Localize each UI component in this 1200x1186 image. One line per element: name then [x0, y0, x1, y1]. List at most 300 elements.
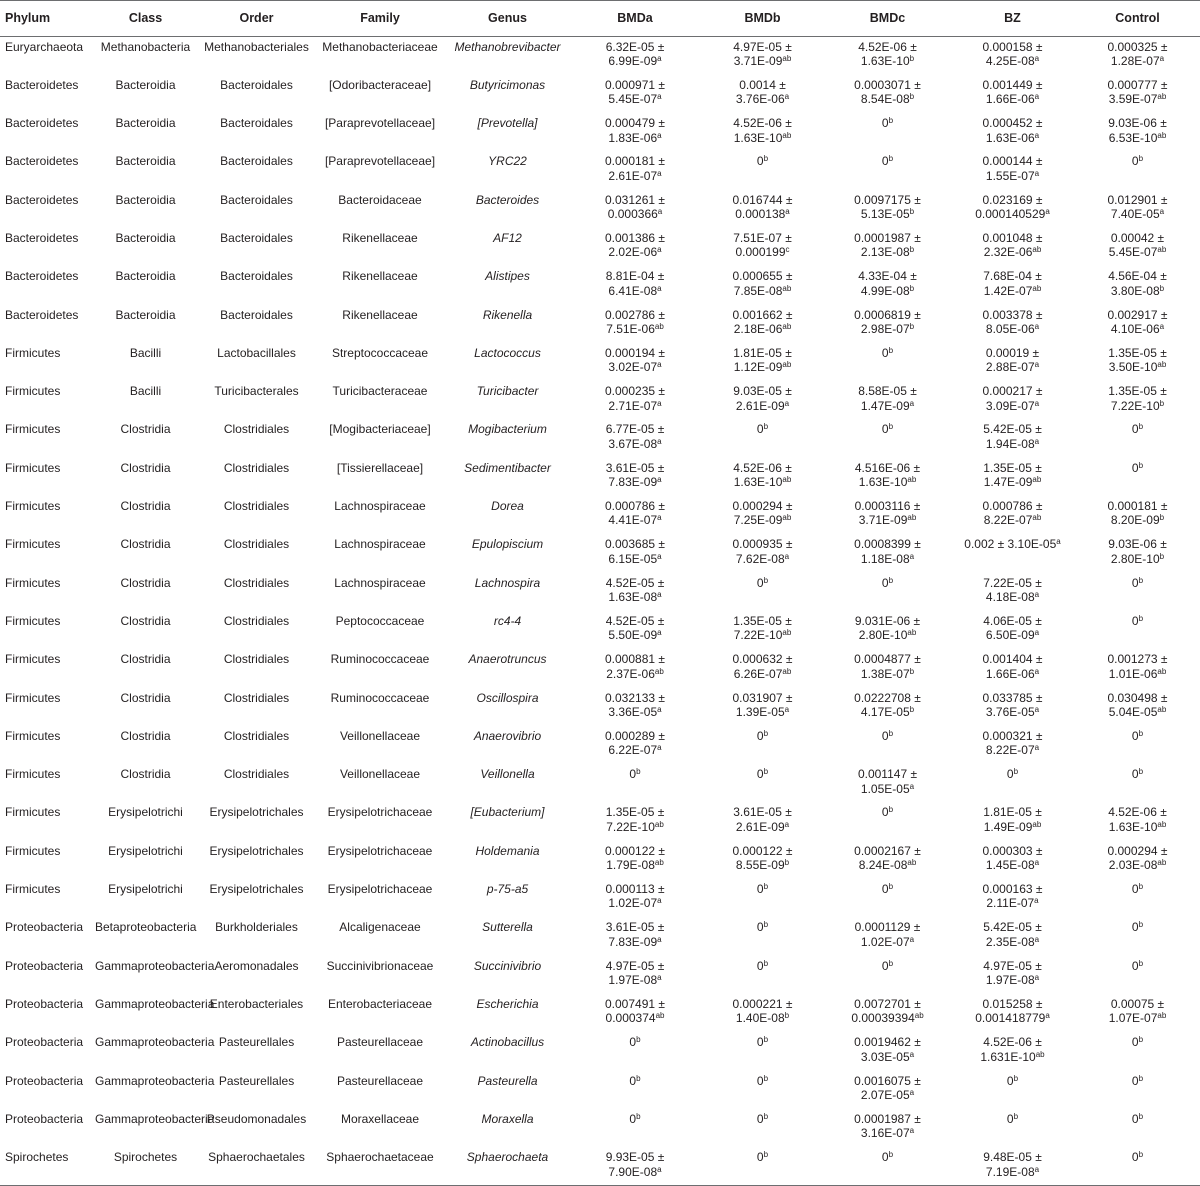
cell-bmda: [570, 879, 700, 917]
significance-letter: b: [1138, 920, 1144, 930]
value-line: [827, 116, 948, 130]
cell-bz: [950, 496, 1075, 534]
value-text: 0: [756, 767, 764, 782]
table-row: [0, 764, 1200, 802]
value-line: [572, 1074, 698, 1088]
error-text: 3.50E-10: [1108, 360, 1158, 375]
value-line: [572, 131, 698, 145]
value-line: [1077, 322, 1198, 336]
value-text: 4.52E-06 ±: [858, 40, 917, 54]
cell-genus: Butyricimonas: [469, 77, 546, 92]
value-text: 8.58E-05 ±: [858, 384, 917, 399]
header-bz: BZ: [950, 1, 1075, 37]
significance-letter: b: [1138, 1035, 1144, 1045]
value-line: [827, 1035, 948, 1049]
error-text: 5.45E-07: [1108, 245, 1158, 260]
value-line: [952, 576, 1073, 590]
cell-order: Bacteroidales: [220, 230, 293, 245]
value-line: [827, 245, 948, 259]
cell-bz: [950, 611, 1075, 649]
cell-control: [1075, 458, 1200, 496]
value-line: [952, 882, 1073, 896]
value-line: [702, 1112, 823, 1126]
value-line: [952, 269, 1073, 283]
significance-letter: b: [909, 704, 915, 714]
value-line: [1077, 245, 1198, 259]
cell-bmda: [570, 305, 700, 343]
cell-genus: Lactococcus: [474, 345, 541, 360]
cell-phylum: Bacteroidetes: [5, 307, 79, 322]
cell-control: [1075, 75, 1200, 113]
cell-bmdc: [825, 1032, 950, 1070]
significance-letter: b: [763, 882, 769, 892]
cell-class: Clostridia: [120, 460, 171, 475]
significance-letter: a: [1034, 666, 1040, 676]
value-text: 4.97E-05 ±: [605, 958, 665, 973]
cell-phylum: Firmicutes: [5, 805, 61, 820]
error-text: 1.12E-09: [733, 360, 783, 375]
value-text: 9.03E-06 ±: [1108, 116, 1167, 131]
value-line: [572, 729, 698, 743]
error-text: 1.66E-06: [985, 92, 1035, 107]
table-row: [0, 841, 1200, 879]
significance-letter: b: [763, 1150, 769, 1160]
error-text: 3.09E-07: [985, 398, 1035, 413]
significance-letter: b: [1159, 283, 1165, 293]
value-text: 4.56E-04 ±: [1108, 269, 1167, 284]
cell-control: [1075, 496, 1200, 534]
value-line: [952, 844, 1073, 858]
error-text: 2.32E-06: [983, 245, 1033, 260]
value-line: [952, 461, 1073, 475]
error-text: 3.76E-05: [985, 704, 1035, 719]
value-text: 0.012901 ±: [1107, 192, 1168, 207]
cell-order: Clostridiales: [223, 499, 290, 514]
error-text: 8.22E-07: [985, 743, 1035, 758]
value-line: [827, 54, 948, 68]
value-text: 0.000158 ±: [982, 40, 1043, 54]
significance-letter: a: [909, 551, 915, 561]
table-row: [0, 879, 1200, 917]
value-line: [827, 346, 948, 360]
value-line: [572, 461, 698, 475]
cell-family: Ruminococcaceae: [330, 690, 430, 705]
cell-genus: AF12: [493, 230, 522, 245]
cell-control: [1075, 343, 1200, 381]
significance-letter: ab: [654, 819, 664, 829]
value-text: 8.81E-04 ±: [605, 269, 665, 284]
value-text: 0.0003116 ±: [854, 499, 921, 514]
cell-bmdb: [700, 1032, 825, 1070]
value-line: [952, 705, 1073, 719]
cell-genus: Turicibacter: [476, 384, 539, 399]
cell-control: [1075, 151, 1200, 189]
error-text: 8.05E-06: [985, 321, 1035, 336]
error-text: 6.22E-07: [608, 743, 658, 758]
value-line: [952, 820, 1073, 834]
value-text: 0: [881, 728, 889, 743]
value-line: [952, 475, 1073, 489]
value-line: [702, 40, 823, 54]
significance-letter: b: [1138, 882, 1144, 892]
significance-letter: ab: [782, 475, 792, 485]
cell-control: [1075, 266, 1200, 304]
error-text: 5.13E-05: [860, 207, 910, 222]
error-text: 0.000374: [605, 1011, 656, 1026]
significance-letter: ab: [782, 283, 792, 293]
value-line: [952, 590, 1073, 604]
error-text: 1.97E-08: [608, 973, 658, 988]
cell-class: Bacilli: [129, 384, 162, 399]
value-line: [702, 193, 823, 207]
significance-letter: b: [1138, 613, 1144, 623]
error-text: 2.35E-08: [985, 934, 1035, 949]
cell-genus: Actinobacillus: [470, 1035, 545, 1050]
cell-phylum: Bacteroidetes: [5, 116, 79, 131]
cell-bmdb: [700, 726, 825, 764]
significance-letter: a: [657, 360, 662, 370]
significance-letter: a: [657, 130, 662, 140]
value-line: [952, 1074, 1073, 1088]
value-text: 0.00042 ±: [1110, 230, 1165, 245]
value-text: 9.03E-05 ±: [733, 384, 792, 399]
value-text: 0: [756, 958, 764, 973]
value-line: [1077, 308, 1198, 322]
cell-phylum: Proteobacteria: [5, 958, 84, 973]
value-line: [952, 78, 1073, 92]
value-line: [702, 207, 823, 221]
cell-class: Gammaproteobacteria: [95, 996, 215, 1011]
cell-class: Betaproteobacteria: [95, 920, 197, 935]
value-line: [1077, 1011, 1198, 1025]
value-line: [572, 1165, 698, 1179]
value-text: 3.61E-05 ±: [605, 460, 665, 475]
error-text: 5.04E-05: [1108, 704, 1158, 719]
cell-control: [1075, 1109, 1200, 1147]
cell-bmdc: [825, 956, 950, 994]
value-line: [952, 805, 1073, 819]
significance-letter: b: [784, 1011, 790, 1021]
cell-class: Gammaproteobacteria: [95, 1073, 215, 1088]
value-text: 0.000294 ±: [732, 499, 793, 514]
significance-letter: b: [888, 1150, 894, 1160]
significance-letter: b: [1138, 575, 1144, 585]
cell-family: Erysipelotrichaceae: [327, 882, 433, 897]
value-line: [572, 513, 698, 527]
cell-phylum: Firmicutes: [5, 613, 61, 628]
value-text: 0.016744 ±: [732, 192, 793, 207]
value-line: [952, 231, 1073, 245]
value-line: [827, 154, 948, 168]
cell-genus: Bacteroides: [475, 192, 540, 207]
error-text: 7.40E-05: [1110, 207, 1160, 222]
value-line: [702, 116, 823, 130]
significance-letter: a: [784, 398, 790, 408]
value-line: [572, 959, 698, 973]
value-text: 4.52E-05 ±: [605, 613, 665, 628]
table-row: [0, 190, 1200, 228]
cell-order: Bacteroidales: [220, 307, 293, 322]
cell-order: Clostridiales: [223, 613, 290, 628]
cell-class: Bacteroidia: [115, 230, 176, 245]
value-text: 0.000935 ±: [732, 537, 793, 552]
significance-letter: b: [909, 321, 915, 331]
cell-bmdc: [825, 1147, 950, 1185]
value-line: [572, 1150, 698, 1164]
significance-letter: ab: [782, 321, 792, 331]
cell-genus: Anaerovibrio: [473, 728, 542, 743]
error-text: 1.631E-10: [980, 1049, 1036, 1064]
significance-letter: b: [763, 728, 769, 738]
value-text: 0.033785 ±: [982, 690, 1043, 705]
cell-bz: [950, 75, 1075, 113]
error-text: 2.71E-07: [608, 398, 658, 413]
value-line: [702, 614, 823, 628]
error-text: 4.18E-08: [985, 590, 1035, 605]
value-line: [1077, 231, 1198, 245]
value-text: 0: [881, 422, 889, 437]
value-line: [702, 920, 823, 934]
value-line: [1077, 1035, 1198, 1049]
error-text: 1.47E-09: [983, 475, 1033, 490]
value-text: 0: [756, 1111, 764, 1126]
cell-bmdc: [825, 190, 950, 228]
value-line: [827, 1074, 948, 1088]
value-text: 0: [1006, 1111, 1014, 1126]
significance-letter: a: [1034, 896, 1039, 906]
significance-letter: ab: [907, 475, 917, 485]
value-line: [952, 346, 1073, 360]
significance-letter: ab: [1035, 1049, 1045, 1059]
value-text: 0.0001987 ±: [854, 1111, 921, 1126]
cell-phylum: Firmicutes: [5, 345, 61, 360]
cell-phylum: Firmicutes: [5, 422, 61, 437]
cell-bmdb: [700, 458, 825, 496]
cell-genus: Holdemania: [475, 843, 540, 858]
value-line: [952, 193, 1073, 207]
cell-control: [1075, 190, 1200, 228]
cell-bmda: [570, 841, 700, 879]
error-text: 1.63E-10: [733, 475, 783, 490]
cell-bmdc: [825, 343, 950, 381]
significance-letter: a: [657, 245, 662, 255]
value-line: [1077, 78, 1198, 92]
significance-letter: a: [909, 1126, 915, 1136]
value-text: 0.000194 ±: [605, 345, 665, 360]
cell-bz: [950, 688, 1075, 726]
value-line: [572, 40, 698, 54]
significance-letter: b: [909, 92, 915, 102]
error-text: 0.000138: [735, 207, 786, 222]
cell-genus: Methanobrevibacter: [454, 40, 561, 54]
error-text: 7.51E-06: [606, 321, 655, 336]
cell-bz: [950, 1071, 1075, 1109]
error-text: 6.99E-09: [608, 54, 658, 69]
cell-bmdc: [825, 228, 950, 266]
cell-genus: Sedimentibacter: [464, 460, 551, 475]
value-text: 0.030498 ±: [1107, 690, 1168, 705]
value-text: 4.52E-05 ±: [605, 575, 665, 590]
cell-bz: [950, 573, 1075, 611]
cell-order: Clostridiales: [223, 728, 290, 743]
value-text: 0.032133 ±: [605, 690, 665, 705]
value-line: [702, 882, 823, 896]
error-text: 4.17E-05: [860, 704, 910, 719]
value-line: [1077, 40, 1198, 54]
significance-letter: a: [1034, 590, 1040, 600]
error-text: 1.63E-10: [733, 130, 783, 145]
value-line: [702, 78, 823, 92]
cell-bz: [950, 37, 1075, 75]
value-line: [702, 513, 823, 527]
value-text: 0.000655 ±: [732, 269, 793, 284]
cell-genus: Pasteurella: [477, 1073, 538, 1088]
value-line: [702, 1035, 823, 1049]
cell-bz: [950, 841, 1075, 879]
value-text: 0.007491 ±: [605, 996, 665, 1011]
cell-bmda: [570, 381, 700, 419]
value-line: [702, 461, 823, 475]
value-text: 0.001404 ±: [982, 652, 1043, 667]
error-text: 4.10E-06: [1110, 321, 1160, 336]
table-row: [0, 611, 1200, 649]
value-line: [952, 54, 1073, 68]
value-line: [702, 231, 823, 245]
table-row: [0, 1032, 1200, 1070]
value-text: 1.35E-05 ±: [733, 613, 792, 628]
value-line: [952, 437, 1073, 451]
error-text: 0.001418779: [975, 1011, 1046, 1026]
table-row: [0, 381, 1200, 419]
value-line: [572, 360, 698, 374]
value-text: 0: [881, 882, 889, 897]
cell-bmdb: [700, 305, 825, 343]
value-line: [572, 576, 698, 590]
significance-letter: a: [1034, 1164, 1040, 1174]
significance-letter: ab: [1032, 513, 1042, 523]
cell-family: Succinivibrionaceae: [326, 958, 434, 973]
value-line: [702, 475, 823, 489]
cell-bz: [950, 917, 1075, 955]
cell-class: Clostridia: [120, 690, 171, 705]
value-text: 0.002786 ±: [605, 307, 665, 322]
error-text: 4.41E-07: [608, 513, 658, 528]
value-line: [827, 513, 948, 527]
error-text: 2.03E-08: [1108, 858, 1158, 873]
significance-letter: a: [1034, 858, 1040, 868]
value-text: 4.06E-05 ±: [983, 613, 1042, 628]
value-line: [572, 169, 698, 183]
error-text: 1.63E-10: [1108, 819, 1158, 834]
table-row: [0, 458, 1200, 496]
value-line: [827, 1011, 948, 1025]
cell-phylum: Spirochetes: [0, 1147, 93, 1185]
significance-letter: ab: [1157, 819, 1167, 829]
value-line: [572, 590, 698, 604]
cell-bmdc: [825, 381, 950, 419]
value-text: 3.61E-05 ±: [605, 920, 665, 935]
value-line: [1077, 116, 1198, 130]
cell-control: [1075, 879, 1200, 917]
error-text: 7.83E-09: [608, 934, 658, 949]
value-text: 0: [629, 1035, 637, 1050]
significance-letter: a: [1056, 537, 1061, 547]
cell-control: [1075, 611, 1200, 649]
value-text: 0.0072701 ±: [854, 996, 921, 1011]
table-body: [0, 37, 1200, 1186]
error-text: 1.28E-07: [1110, 54, 1160, 69]
value-line: [1077, 193, 1198, 207]
value-line: [702, 691, 823, 705]
table-row: [0, 726, 1200, 764]
cell-control: [1075, 917, 1200, 955]
value-line: [572, 667, 698, 681]
significance-letter: b: [1138, 767, 1144, 777]
value-text: 9.03E-06 ±: [1108, 537, 1167, 552]
error-text: 7.19E-08: [985, 1164, 1035, 1179]
significance-letter: a: [657, 398, 662, 408]
cell-control: [1075, 764, 1200, 802]
cell-bz: [950, 113, 1075, 151]
cell-bmda: [570, 994, 700, 1032]
cell-bmda: [570, 343, 700, 381]
value-line: [1077, 537, 1198, 551]
table-row: [0, 113, 1200, 151]
value-text: 0: [881, 575, 889, 590]
value-line: [572, 1011, 698, 1025]
value-text: 0.001449 ±: [982, 77, 1043, 92]
value-text: 0.001662 ±: [732, 307, 793, 322]
cell-control: [1075, 419, 1200, 457]
cell-class: Clostridia: [120, 613, 171, 628]
value-line: [827, 1088, 948, 1102]
value-line: [952, 207, 1073, 221]
cell-class: Erysipelotrichi: [108, 882, 183, 897]
value-line: [827, 231, 948, 245]
cell-family: Ruminococcaceae: [330, 652, 430, 667]
cell-bmdb: [700, 573, 825, 611]
significance-letter: b: [888, 154, 894, 164]
cell-order: Enterobacteriales: [209, 996, 304, 1011]
value-line: [952, 729, 1073, 743]
value-line: [1077, 54, 1198, 68]
cell-bmdb: [700, 381, 825, 419]
error-text: 2.80E-10: [1110, 551, 1160, 566]
significance-letter: b: [888, 422, 894, 432]
value-text: 0.003685 ±: [605, 537, 665, 552]
cell-genus: Oscillospira: [476, 690, 539, 705]
significance-letter: b: [763, 767, 769, 777]
value-line: [1077, 1150, 1198, 1164]
cell-bmda: [570, 1147, 700, 1185]
cell-family: Turicibacteraceae: [332, 384, 428, 399]
value-line: [572, 116, 698, 130]
value-line: [1077, 269, 1198, 283]
significance-letter: a: [657, 743, 662, 753]
significance-letter: a: [1034, 973, 1040, 983]
significance-letter: a: [784, 551, 790, 561]
value-line: [702, 858, 823, 872]
value-line: [952, 959, 1073, 973]
value-line: [702, 54, 823, 68]
cell-class: Gammaproteobacteria: [95, 958, 215, 973]
error-text: 7.22E-10: [606, 819, 655, 834]
value-line: [827, 997, 948, 1011]
value-line: [572, 614, 698, 628]
value-text: 9.48E-05 ±: [983, 1150, 1042, 1165]
error-text: 3.67E-08: [608, 436, 658, 451]
value-text: 6.32E-05 ±: [605, 40, 665, 54]
